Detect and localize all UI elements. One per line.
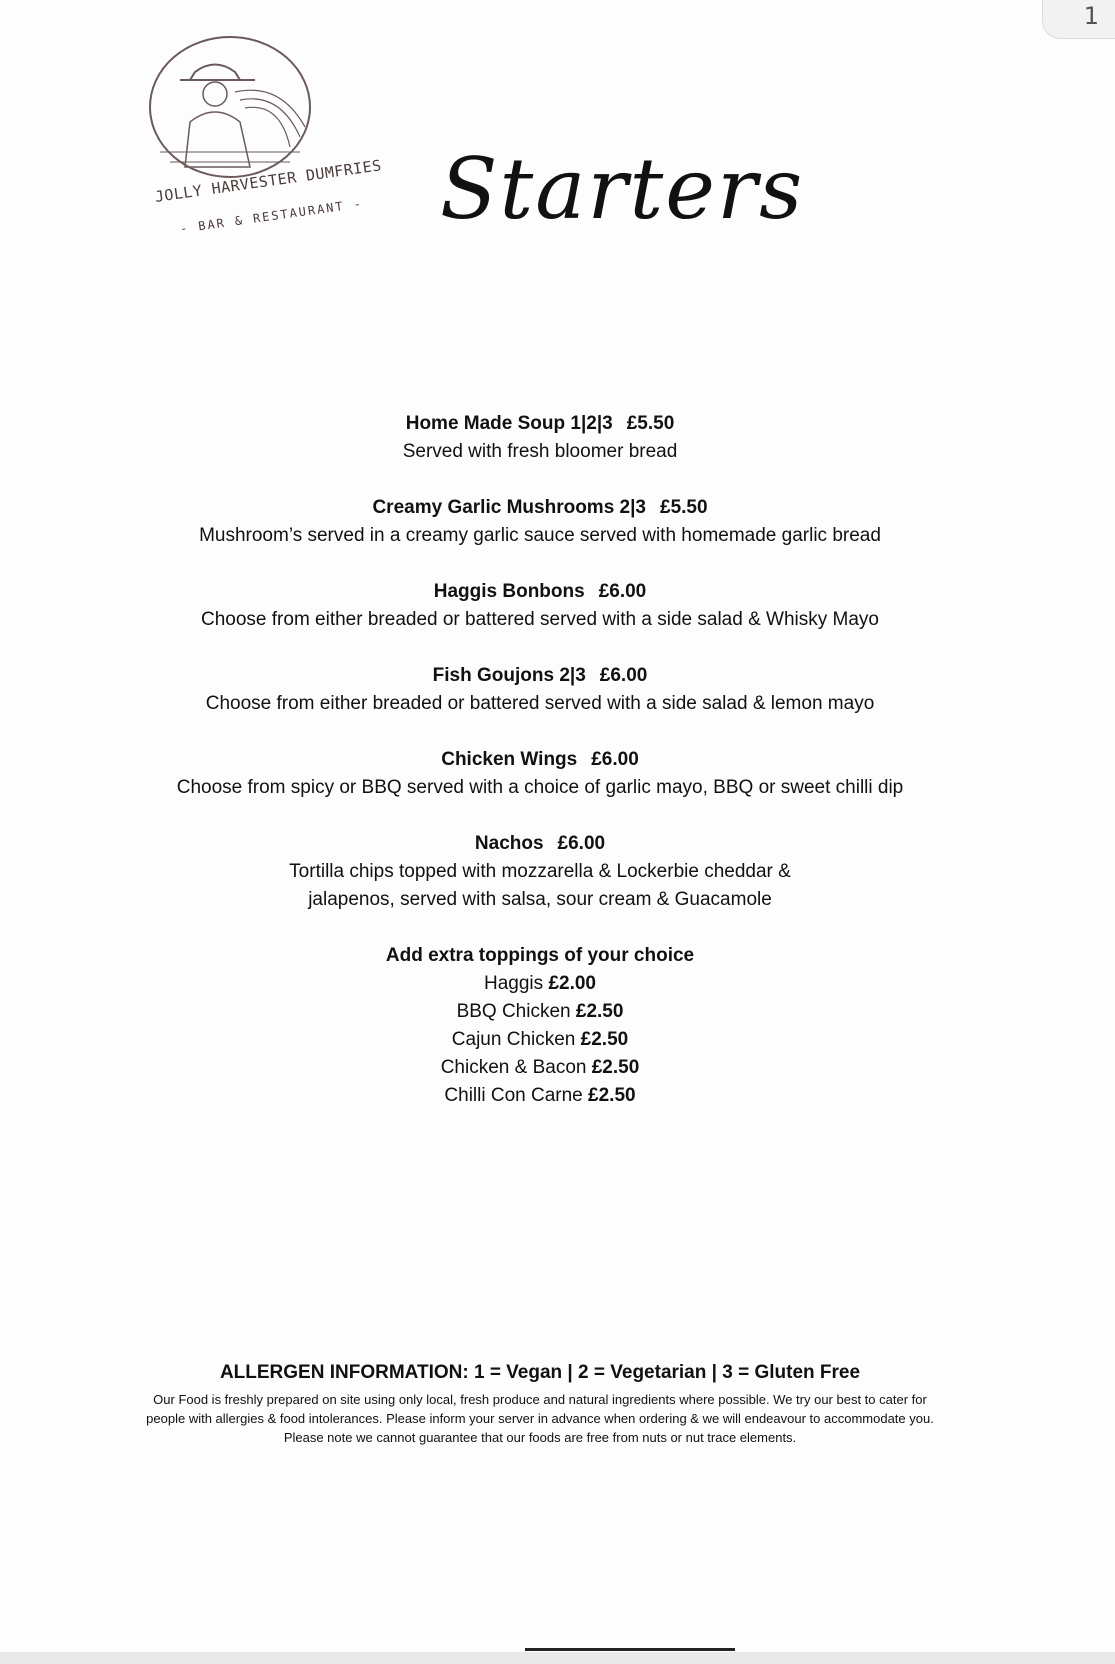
extra-price: £2.50 — [591, 1057, 640, 1078]
item-title: Chicken Wings — [441, 749, 578, 770]
item-description: Choose from either breaded or battered served with a side salad & Whisky Mayo — [201, 609, 879, 630]
allergen-note-line: people with allergies & food intolerances. Please inform your server in advance when ordering & we will endeavour to accommodate you. — [146, 1411, 934, 1426]
extra-item — [0, 998, 1080, 1026]
item-description-line2: jalapenos, served with salsa, sour cream & Guacamole — [308, 889, 772, 910]
extra-name: Chicken & Bacon — [440, 1057, 587, 1078]
item-price: £5.50 — [660, 497, 708, 518]
menu-item-haggis-bonbons — [0, 578, 1080, 634]
extra-name: BBQ Chicken — [456, 1001, 571, 1022]
logo-title: JOLLY HARVESTER DUMFRIES — [153, 156, 383, 206]
extra-price: £2.50 — [575, 1001, 624, 1022]
page-number: 1 — [1083, 2, 1099, 30]
extra-price: £2.50 — [588, 1085, 636, 1106]
allergen-note — [115, 1390, 965, 1447]
menu-item-soup — [0, 410, 1080, 466]
extra-toppings — [0, 942, 1080, 1110]
menu-item-fish-goujons — [0, 662, 1080, 718]
logo-subtitle: - BAR & RESTAURANT - — [179, 196, 364, 236]
item-description: Choose from either breaded or battered served with a side salad & lemon mayo — [205, 693, 875, 714]
page-divider — [525, 1648, 735, 1651]
page-number-tab[interactable] — [1042, 0, 1115, 39]
allergen-title: ALLERGEN INFORMATION: 1 = Vegan | 2 = Vegetarian | 3 = Gluten Free — [219, 1362, 861, 1383]
extra-item — [0, 1054, 1080, 1082]
allergen-note-line: Our Food is freshly prepared on site using only local, fresh produce and natural ingredients where possible. We try our best to cater for — [153, 1392, 927, 1407]
item-description: Served with fresh bloomer bread — [402, 441, 678, 462]
item-price: £6.00 — [591, 749, 639, 770]
item-price: £6.00 — [598, 581, 647, 602]
item-price: £6.00 — [599, 665, 648, 686]
item-description: Tortilla chips topped with mozzarella & Lockerbie cheddar & — [289, 861, 791, 882]
item-title: Home Made Soup 1|2|3 — [405, 413, 613, 434]
menu-item-mushrooms — [0, 494, 1080, 550]
item-price: £6.00 — [557, 833, 606, 854]
starters-list — [0, 410, 1080, 1110]
item-title: Haggis Bonbons — [433, 581, 585, 602]
extra-item — [0, 1082, 1080, 1110]
extra-name: Cajun Chicken — [451, 1029, 576, 1050]
menu-item-nachos — [0, 830, 1080, 914]
allergen-note-line: Please note we cannot guarantee that our foods are free from nuts or nut trace elements. — [283, 1430, 797, 1445]
item-description: Mushroom’s served in a creamy garlic sauce served with homemade garlic bread — [199, 525, 881, 546]
extra-price: £2.00 — [548, 973, 596, 994]
item-description: Choose from spicy or BBQ served with a choice of garlic mayo, BBQ or sweet chilli dip — [176, 777, 904, 798]
item-price: £5.50 — [626, 413, 675, 434]
extra-item — [0, 1026, 1080, 1054]
extra-name: Chilli Con Carne — [444, 1085, 583, 1106]
menu-item-chicken-wings — [0, 746, 1080, 802]
extra-name: Haggis — [484, 973, 544, 994]
page-title: Starters — [440, 140, 805, 238]
extra-item — [0, 970, 1080, 998]
allergen-information — [0, 1362, 1080, 1447]
viewer-bottom-bar — [0, 1652, 1115, 1664]
item-title: Creamy Garlic Mushrooms 2|3 — [372, 497, 646, 518]
item-title: Nachos — [474, 833, 544, 854]
item-title: Fish Goujons 2|3 — [432, 665, 586, 686]
extras-title: Add extra toppings of your choice — [385, 945, 695, 966]
extra-price: £2.50 — [580, 1029, 629, 1050]
